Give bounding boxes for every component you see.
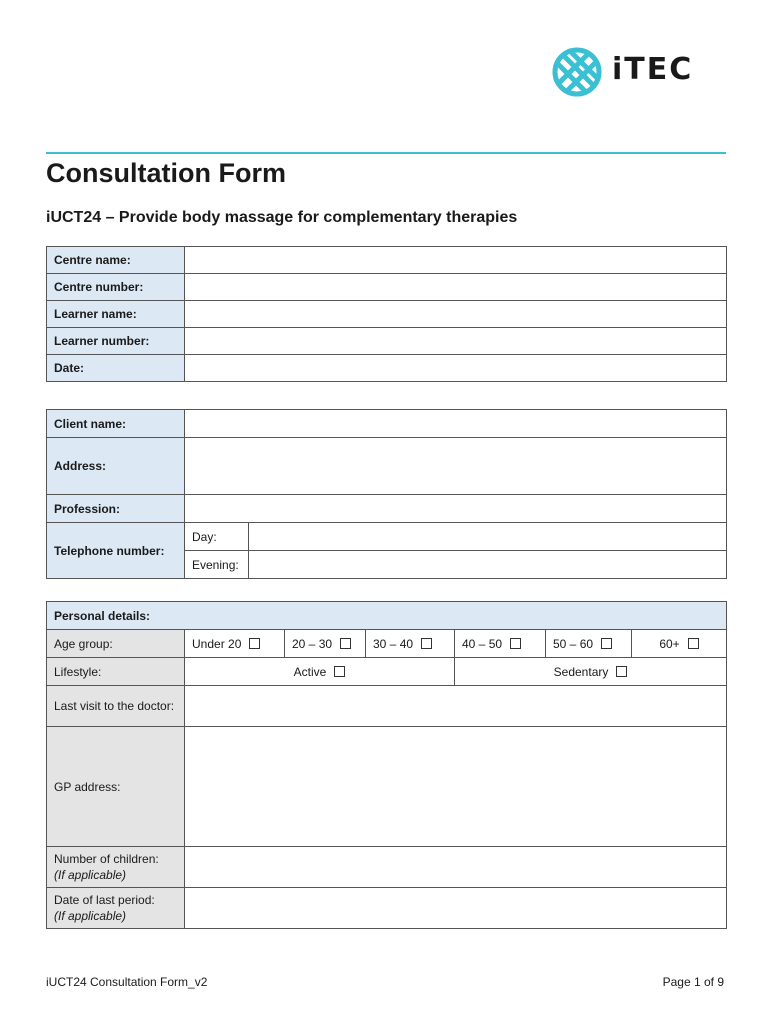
children-label: Number of children: bbox=[54, 852, 159, 866]
table-row bbox=[47, 247, 727, 274]
centre-name-label: Centre name: bbox=[47, 247, 185, 274]
date-label: Date: bbox=[47, 355, 185, 382]
centre-table bbox=[46, 246, 727, 382]
age-option-under-20[interactable] bbox=[185, 630, 285, 658]
table-row bbox=[47, 438, 727, 495]
lifestyle-label: Lifestyle: bbox=[47, 658, 185, 686]
gp-address-field[interactable] bbox=[185, 727, 727, 847]
footer-page-number: Page 1 of 9 bbox=[662, 975, 724, 989]
table-row bbox=[47, 495, 727, 523]
learner-name-field[interactable] bbox=[185, 301, 727, 328]
table-row bbox=[47, 355, 727, 382]
table-row bbox=[47, 658, 727, 686]
children-field[interactable] bbox=[185, 847, 727, 888]
table-row bbox=[47, 328, 727, 355]
age-option-40-50[interactable] bbox=[455, 630, 546, 658]
last-period-field[interactable] bbox=[185, 888, 727, 929]
age-option-label: 40 – 50 bbox=[462, 636, 503, 651]
profession-label: Profession: bbox=[47, 495, 185, 523]
table-row bbox=[47, 301, 727, 328]
last-visit-label: Last visit to the doctor: bbox=[47, 686, 185, 727]
age-group-label: Age group: bbox=[47, 630, 185, 658]
centre-name-field[interactable] bbox=[185, 247, 727, 274]
lifestyle-option-sedentary[interactable] bbox=[455, 658, 727, 686]
globe-logo-icon bbox=[548, 42, 606, 102]
footer-form-id: iUCT24 Consultation Form_v2 bbox=[46, 975, 208, 989]
learner-number-label: Learner number: bbox=[47, 328, 185, 355]
day-phone-field[interactable] bbox=[249, 523, 727, 551]
logo-text: iTEC bbox=[612, 52, 694, 87]
table-row bbox=[47, 847, 727, 888]
age-option-label: 60+ bbox=[659, 636, 680, 651]
page-subtitle: iUCT24 – Provide body massage for complementary therapies bbox=[46, 209, 518, 226]
age-option-20-30[interactable] bbox=[285, 630, 366, 658]
checkbox-icon[interactable] bbox=[510, 638, 521, 649]
itec-logo bbox=[548, 42, 726, 106]
profession-field[interactable] bbox=[185, 495, 727, 523]
last-period-label: Date of last period: bbox=[54, 893, 155, 907]
checkbox-icon[interactable] bbox=[616, 666, 627, 677]
table-row bbox=[47, 888, 727, 929]
table-row bbox=[47, 727, 727, 847]
personal-details-table bbox=[46, 601, 727, 929]
table-row bbox=[47, 686, 727, 727]
lifestyle-option-label: Active bbox=[293, 664, 327, 679]
last-visit-field[interactable] bbox=[185, 686, 727, 727]
lifestyle-option-active[interactable] bbox=[185, 658, 455, 686]
evening-label: Evening: bbox=[185, 551, 249, 579]
address-field[interactable] bbox=[185, 438, 727, 495]
children-note: (If applicable) bbox=[54, 868, 127, 882]
table-row bbox=[47, 523, 727, 551]
telephone-label: Telephone number: bbox=[47, 523, 185, 579]
checkbox-icon[interactable] bbox=[334, 666, 345, 677]
age-option-30-40[interactable] bbox=[366, 630, 455, 658]
age-option-label: Under 20 bbox=[192, 636, 242, 651]
gp-address-label: GP address: bbox=[47, 727, 185, 847]
checkbox-icon[interactable] bbox=[688, 638, 699, 649]
table-row bbox=[47, 274, 727, 301]
learner-name-label: Learner name: bbox=[47, 301, 185, 328]
checkbox-icon[interactable] bbox=[340, 638, 351, 649]
checkbox-icon[interactable] bbox=[421, 638, 432, 649]
checkbox-icon[interactable] bbox=[601, 638, 612, 649]
children-label-cell bbox=[47, 847, 185, 888]
age-option-60-plus[interactable] bbox=[632, 630, 727, 658]
checkbox-icon[interactable] bbox=[249, 638, 260, 649]
evening-phone-field[interactable] bbox=[249, 551, 727, 579]
last-period-note: (If applicable) bbox=[54, 909, 127, 923]
table-row bbox=[47, 630, 727, 658]
page-title: Consultation Form bbox=[46, 158, 286, 188]
client-name-label: Client name: bbox=[47, 410, 185, 438]
learner-number-field[interactable] bbox=[185, 328, 727, 355]
last-period-label-cell bbox=[47, 888, 185, 929]
age-option-label: 30 – 40 bbox=[373, 636, 414, 651]
centre-number-field[interactable] bbox=[185, 274, 727, 301]
table-row bbox=[47, 410, 727, 438]
age-option-label: 20 – 30 bbox=[292, 636, 333, 651]
day-label: Day: bbox=[185, 523, 249, 551]
centre-number-label: Centre number: bbox=[47, 274, 185, 301]
date-field[interactable] bbox=[185, 355, 727, 382]
age-option-label: 50 – 60 bbox=[553, 636, 594, 651]
age-option-50-60[interactable] bbox=[546, 630, 632, 658]
lifestyle-option-label: Sedentary bbox=[553, 664, 609, 679]
title-rule bbox=[46, 152, 726, 154]
address-label: Address: bbox=[47, 438, 185, 495]
table-row bbox=[47, 602, 727, 630]
client-name-field[interactable] bbox=[185, 410, 727, 438]
client-table bbox=[46, 409, 727, 579]
personal-details-header: Personal details: bbox=[47, 602, 727, 630]
